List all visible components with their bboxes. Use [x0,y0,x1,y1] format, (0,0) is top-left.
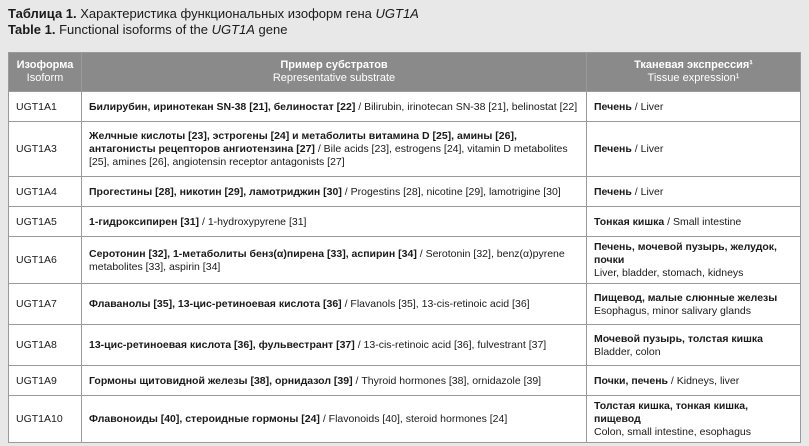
table-row [9,207,801,237]
header-tissue [587,53,801,92]
substrate-en: / Bile acids [23], estrogens [24], vitamin D metabolites [25], amines [26], angiotensin receptor antagonists [27] [89,143,568,168]
header-tissue-ru: Тканевая экспрессия¹ [634,59,753,71]
substrate-en: / Thyroid hormones [38], ornidazole [39] [352,374,542,387]
tissue-cell [587,122,801,177]
substrate-en: / 13-cis-retinoic acid [36], fulvestrant [37] [354,339,547,351]
tissue-ru: Тонкая кишка [594,215,665,228]
caption-en-gene: UGT1A [211,22,255,37]
tissue-ru: Пищевод, малые слюнные железы [594,291,778,304]
header-tissue-en: Tissue expression¹ [647,72,740,84]
substrate-ru: Билирубин, иринотекан SN-38 [21], белиностат [22] [89,100,356,113]
substrate-ru: Прогестины [28], никотин [29], ламотриджин [30] [89,185,342,198]
caption-ru-gene: UGT1A [375,6,419,21]
substrate-ru: 13-цис-ретиноевая кислота [36], фульвестрант [37] [89,339,355,351]
header-substrate [82,53,587,92]
table-row [9,366,801,396]
header-isoform-ru: Изоформа [16,59,74,71]
caption-ru-text: Характеристика функциональных изоформ гена [80,6,372,21]
table-row [9,284,801,325]
header-substrate-ru: Пример субстратов [280,59,388,71]
caption-ru [8,6,419,22]
tissue-en: Liver, bladder, stomach, kidneys [594,267,744,279]
substrate-cell [82,177,587,207]
tissue-cell [587,325,801,366]
tissue-ru: Почки, печень [594,374,668,387]
caption-en-text: Functional isoforms of the [59,22,208,37]
tissue-ru: Мочевой пузырь, толстая кишка [594,332,763,345]
substrate-cell [82,207,587,237]
tissue-cell [587,396,801,443]
substrate-cell [82,284,587,325]
substrate-ru: Желчные кислоты [23], эстрогены [24] и метаболиты витамина D [25], амины [26], антагонисты рецепторов ангиотензина [27] [89,130,517,155]
substrate-cell [82,325,587,366]
substrate-cell [82,366,587,396]
tissue-ru: Печень [594,143,632,155]
header-isoform-en: Isoform [26,72,64,84]
table-row [9,177,801,207]
isoform-cell: UGT1A8 [9,325,82,366]
tissue-en: Esophagus, minor salivary glands [594,304,751,317]
substrate-ru: Флаванолы [35], 13-цис-ретиноевая кислота [36] [89,298,342,310]
isoform-cell: UGT1A1 [9,92,82,122]
substrate-ru: Серотонин [32], 1-метаболиты бенз(α)пирена [33], аспирин [34] [89,247,417,260]
header-substrate-en: Representative substrate [272,72,396,84]
caption-en-suffix: gene [258,22,288,37]
tissue-cell [587,207,801,237]
tissue-cell [587,284,801,325]
table-row [9,325,801,366]
substrate-ru: 1-гидроксипирен [31] [89,215,200,228]
substrate-en: / Bilirubin, irinotecan SN-38 [21], belinostat [22] [355,100,578,113]
caption-en-label: Table 1. [8,22,56,37]
isoform-table [8,52,801,443]
table-row [9,237,801,284]
isoform-cell: UGT1A6 [9,237,82,284]
tissue-cell [587,177,801,207]
table-row [9,396,801,443]
table-row [9,92,801,122]
caption-ru-label: Таблица 1. [8,6,77,21]
tissue-ru: Толстая кишка, тонкая кишка, пищевод [594,400,749,425]
table-row [9,122,801,177]
header-isoform [9,53,82,92]
tissue-cell [587,366,801,396]
substrate-cell [82,396,587,443]
isoform-cell: UGT1A7 [9,284,82,325]
tissue-ru: Печень, мочевой пузырь, желудок, почки [594,241,777,266]
tissue-ru: Печень [594,185,632,198]
substrate-en: / 1-hydroxypyrene [31] [199,215,307,228]
isoform-cell: UGT1A3 [9,122,82,177]
substrate-en: / Flavanols [35], 13-cis-retinoic acid [36] [341,298,530,310]
substrate-ru: Флавоноиды [40], стероидные гормоны [24] [89,413,320,425]
isoform-cell: UGT1A10 [9,396,82,443]
isoform-cell: UGT1A4 [9,177,82,207]
isoform-cell: UGT1A5 [9,207,82,237]
tissue-cell [587,237,801,284]
tissue-ru: Печень [594,100,632,113]
tissue-en: Colon, small intestine, esophagus [594,426,752,438]
table-header-row [9,53,801,92]
table-caption [8,6,419,38]
substrate-en: / Serotonin [32], benz(α)pyrene metabolites [33], aspirin [34] [89,247,565,273]
substrate-en: / Flavonoids [40], steroid hormones [24] [319,413,508,425]
substrate-cell [82,92,587,122]
caption-en [8,22,419,38]
tissue-en: / Liver [631,100,664,113]
tissue-en: / Small intestine [664,215,742,228]
tissue-cell [587,92,801,122]
tissue-en: Bladder, colon [594,345,661,358]
substrate-en: / Progestins [28], nicotine [29], lamotrigine [30] [341,185,561,198]
tissue-en: / Liver [631,143,664,155]
isoform-cell: UGT1A9 [9,366,82,396]
substrate-ru: Гормоны щитовидной железы [38], орнидазол [39] [89,374,353,387]
substrate-cell [82,122,587,177]
tissue-en: / Liver [631,185,664,198]
tissue-en: / Kidneys, liver [668,374,740,387]
substrate-cell [82,237,587,284]
